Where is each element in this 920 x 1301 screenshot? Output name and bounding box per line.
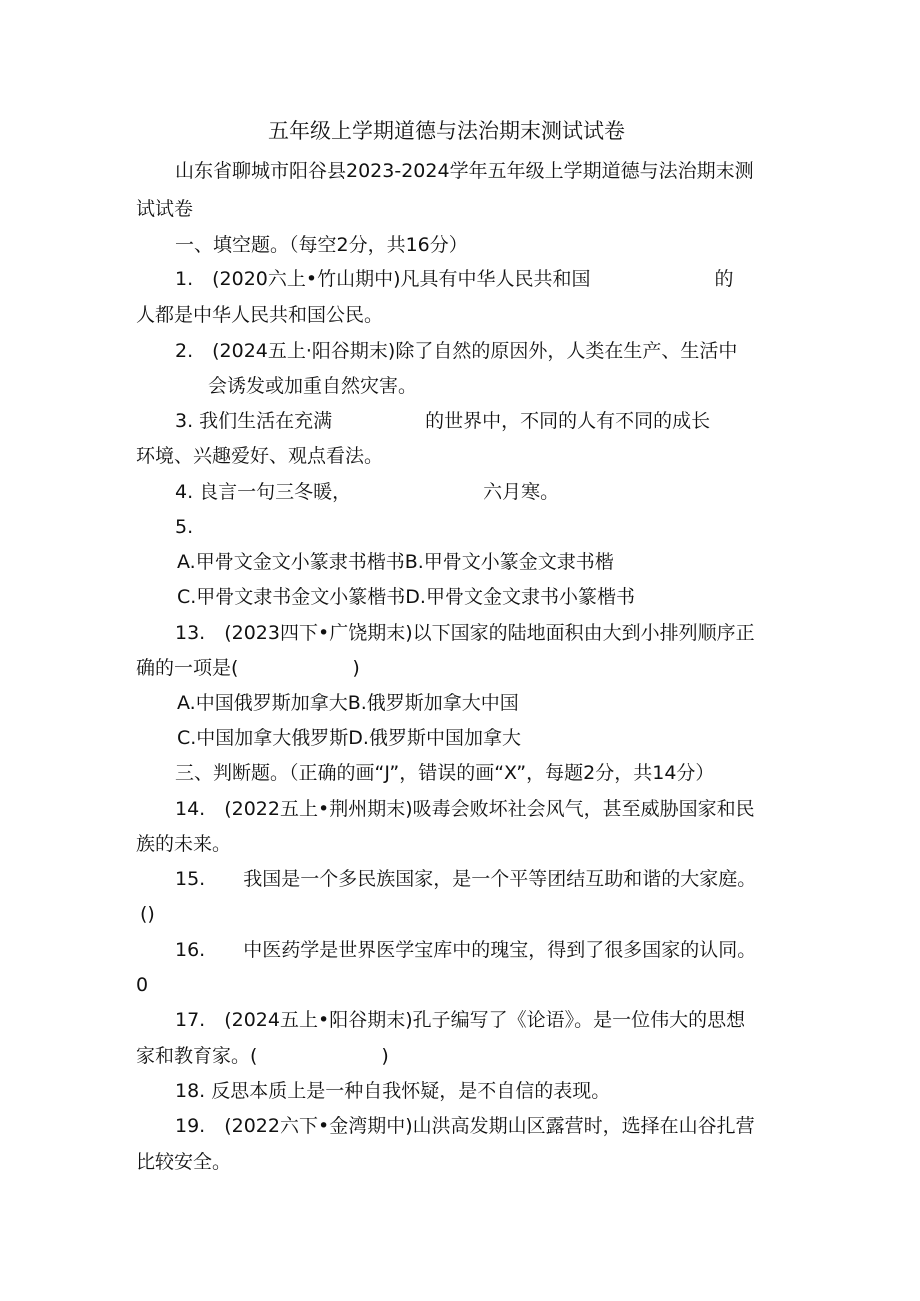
- page-title: 五年级上学期道德与法治期末测试试卷: [268, 119, 625, 143]
- question-text: 3. 我们生活在充满: [175, 410, 333, 432]
- question-text: 六月寒。: [483, 481, 560, 503]
- question-13-line-1: 13. (2023四下•广饶期末)以下国家的陆地面积由大到小排列顺序正: [175, 622, 755, 644]
- question-text: 确的一项是(: [136, 657, 239, 679]
- question-text: 4. 良言一句三冬暖，: [175, 481, 352, 503]
- question-13-line-2: [136, 655, 360, 681]
- question-3-line-1: [175, 408, 710, 434]
- question-19-line-2: 比较安全。: [136, 1151, 232, 1173]
- question-17-line-2: [136, 1043, 389, 1069]
- subtitle-line-1: 山东省聊城市阳谷县2023-2024学年五年级上学期道德与法治期末测: [175, 160, 754, 182]
- question-13-options-ab: A.中国俄罗斯加拿大B.俄罗斯加拿大中国: [177, 692, 519, 714]
- question-14-line-2: 族的未来。: [136, 833, 232, 855]
- question-text: 家和教育家。(: [136, 1045, 258, 1067]
- question-5: 5.: [175, 516, 194, 538]
- question-text: 1. (2020六上•竹山期中)凡具有中华人民共和国: [175, 268, 591, 290]
- question-2-line-1: 2. (2024五上·阳谷期末)除了自然的原因外，人类在生产、生活中: [175, 340, 738, 362]
- question-text: ): [381, 1045, 389, 1067]
- question-14-line-1: 14. (2022五上•荆州期末)吸毒会败坏社会风气，甚至威胁国家和民: [175, 798, 755, 820]
- question-16-line-1: 16. 中医药学是世界医学宝库中的瑰宝，得到了很多国家的认同。: [175, 939, 757, 961]
- question-1-line-2: 人都是中华人民共和国公民。: [136, 304, 384, 326]
- question-15-line-1: 15. 我国是一个多民族国家，是一个平等团结互助和谐的大家庭。: [175, 868, 757, 890]
- question-16-answer-brackets[interactable]: 0: [136, 974, 149, 996]
- question-text: ): [352, 657, 360, 679]
- section-heading-true-false: 三、判断题。（正确的画“J”，错误的画“X”，每题2分，共14分）: [175, 762, 715, 784]
- section-heading-fill-blank: 一、填空题。（每空2分，共16分）: [175, 234, 468, 256]
- question-5-options-ab: A.甲骨文金文小篆隶书楷书B.甲骨文小篆金文隶书楷: [177, 551, 614, 573]
- question-17-line-1: 17. (2024五上•阳谷期末)孔子编写了《论语》。是一位伟大的思想: [175, 1009, 746, 1031]
- question-text: 的世界中，不同的人有不同的成长: [425, 410, 711, 432]
- subtitle-line-2: 试试卷: [136, 198, 194, 220]
- question-18: 18. 反思本质上是一种自我怀疑，是不自信的表现。: [175, 1080, 611, 1102]
- question-1-line-1: [175, 266, 734, 292]
- question-15-answer-brackets[interactable]: (): [140, 903, 155, 925]
- question-19-line-1: 19. (2022六下•金湾期中)山洪高发期山区露营时，选择在山谷扎营: [175, 1115, 755, 1137]
- question-5-options-cd: C.甲骨文隶书金文小篆楷书D.甲骨文金文隶书小篆楷书: [177, 586, 635, 608]
- question-text: 的: [714, 268, 734, 290]
- question-4: [175, 479, 559, 505]
- question-2-line-2: 会诱发或加重自然灾害。: [208, 375, 418, 397]
- question-13-options-cd: C.中国加拿大俄罗斯D.俄罗斯中国加拿大: [177, 727, 521, 749]
- question-3-line-2: 环境、兴趣爱好、观点看法。: [136, 445, 384, 467]
